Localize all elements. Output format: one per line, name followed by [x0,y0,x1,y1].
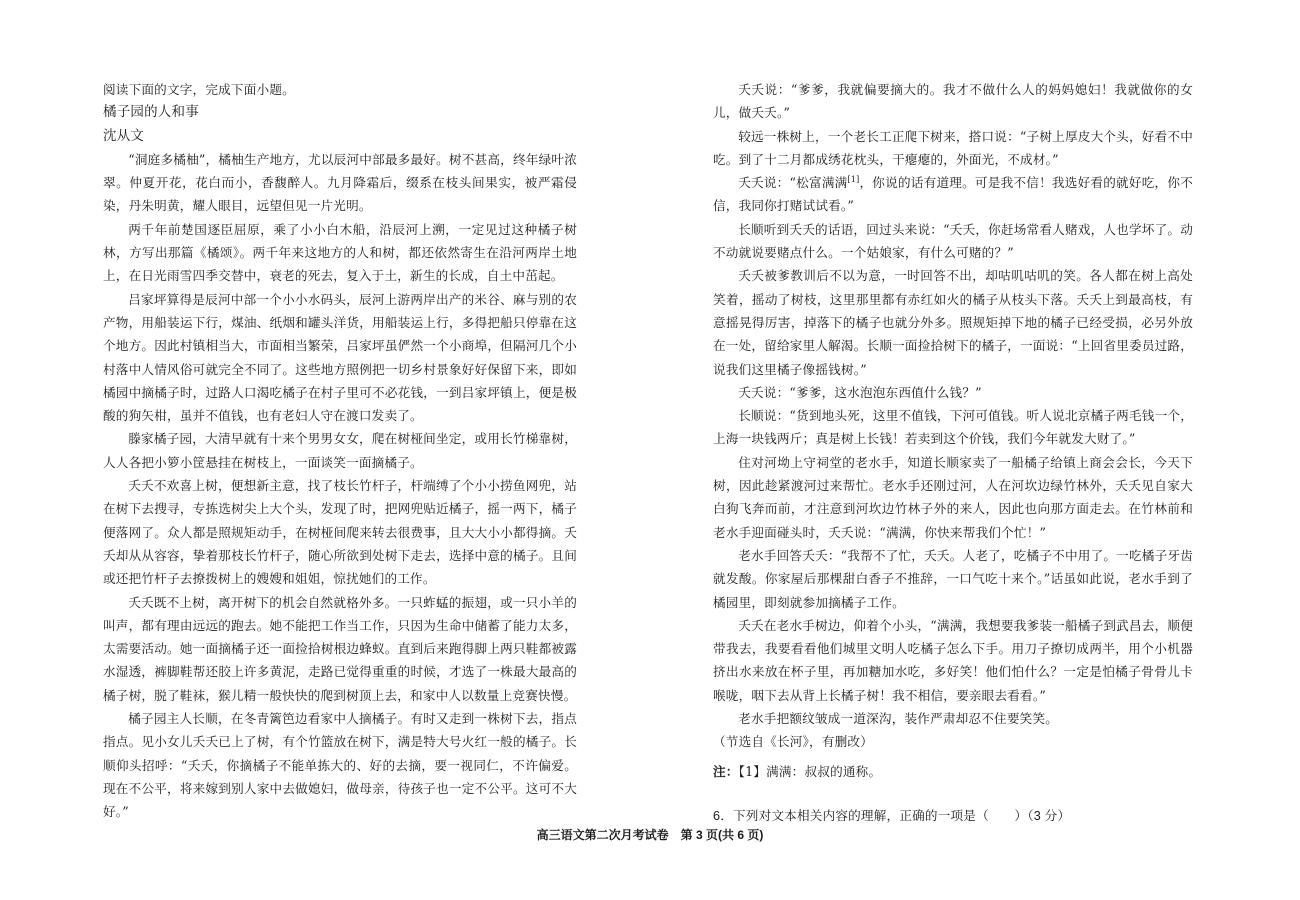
paragraph: 夭夭在老水手树边，仰着个小头，“满满，我想要我爹装一船橘子到武昌去，顺便带我去，我要看看他们城里文明人吃橘子怎么下手。用刀子撩切成两半，用个小机器挤出水来放在杯子里，再加糖加水吃，多好笑！他们怕什么？一定是怕橘子骨骨儿卡喉咙，咽下去从背上长橘子树！我不相信，要亲眼去看看。” [713,617,1193,703]
paragraph: 住对河坳上守祠堂的老水手，知道长顺家卖了一船橘子给镇上商会会长，今天下树，因此趁紧渡河过来帮忙。老水手还刚过河，人在河坎边绿竹林外，夭夭见自家大白狗飞奔而前，才注意到河坎边竹林子外的来人，因此也向那方面走去。在竹林前和老水手迎面碰头时，夭夭说：“满满，你快来帮我们个忙！” [713,454,1193,540]
paragraph: 夭夭被爹教训后不以为意，一时回答不出，却咕叽咕叽的笑。各人都在树上高处笑着，摇动了树枝，这里那里都有赤红如火的橘子从枝头下落。夭夭上到最高枝，有意摇晃得厉害，掉落下的橘子也就分外多。照规矩掉下地的橘子已经受损，必另外放在一处，留给家里人解渴。长顺一面捡拾树下的橘子，一面说：“上回省里委员过路，说我们这里橘子像摇钱树。” [713,268,1194,377]
footnote [713,760,1193,783]
paragraph: 滕家橘子园，大清早就有十来个男男女女，爬在树桠间坐定，或用长竹梯靠树，人人各把小箩小筐悬挂在树枝上，一面谈笑一面摘橘子。 [103,431,577,470]
paragraph: 夭夭说：“爹爹，我就偏要摘大的。我才不做什么人的妈妈媳妇！我就做你的女儿，做夭夭。” [713,82,1193,121]
reading-instruction: 阅读下面的文字，完成下面小题。 [103,82,295,97]
note-text: 【1】满满：叔叔的通称。 [738,763,882,779]
page-footer: 高三语文第二次月考试卷 第 3 页(共 6 页) [536,828,764,842]
note-label: 注： [713,763,739,779]
paragraph-text: ，你说的话有道理。可是我不信！我选好看的就好吃，你不信，我同你打赌试试看。” [713,175,1193,214]
paragraph: 夭夭既不上树，离开树下的机会自然就格外多。一只蚱蜢的振翅，或一只小羊的叫声，都有理由远远的跑去。她不能把工作当工作，只因为生命中储蓄了能力太多，太需要活动。她一面摘橘子还一面捡拾树根边蜂蚁。直到后来跑得脚上两只鞋都被露水湿透，裤脚鞋帮还胶上许多黄泥，走路已觉得重重的时候，才选了一株最大最高的橘子树，脱了鞋袜，猴儿精一般快快的爬到树顶上去，和家中人以数量上竞赛快慢。 [103,594,577,703]
paragraph: 两千年前楚国逐臣屈原，乘了小小白木船，沿辰河上溯，一定见过这种橘子树林，方写出那篇《橘颂》。两千年来这地方的人和树，都还依然寄生在沿河两岸土地上，在日光雨雪四季交替中，衰老的死去，复入于土，新生的长成，自土中茁起。 [103,221,577,284]
paragraph: “洞庭多橘柚”，橘柚生产地方，尤以辰河中部最多最好。树不甚高，终年绿叶浓翠。仲夏开花，花白而小，香馥醉人。九月降霜后，缀系在枝头间果实，被严霜侵染，丹朱明黄，耀人眼目，远望但见一片光明。 [103,151,577,214]
paragraph: 长顺说：“货到地头死，这里不值钱，下河可值钱。听人说北京橘子两毛钱一个，上海一块钱两斤；真是树上长钱！若卖到这个价钱，我们今年就发大财了。” [713,408,1193,447]
footnote-mark: [1] [847,175,860,184]
article-title: 橘子园的人和事 [103,104,199,121]
left-column [103,78,577,824]
paragraph: 长顺听到夭夭的话语，回过头来说：“夭夭，你赶场常看人赌戏，人也学坏了。动不动就说要赌点什么。一个姑娘家，有什么可赌的？” [713,221,1193,261]
paragraph: 夭夭不欢喜上树，便想新主意，找了枝长竹杆子，杆端缚了个小小捞鱼网兜，站在树下去搜寻，专拣选树尖上大个头，发现了时，把网兜贴近橘子，摇一两下，橘子便落网了。众人都是照规矩动手，在树桠间爬来转去很费事，且大大小小都得摘。夭夭却从从容容，挚着那枝长竹杆子，随心所欲到处树下走去，选择中意的橘子。且间或还把竹杆子去撩拨树上的嫂嫂和姐姐，惊扰她们的工作。 [103,478,577,587]
paragraph: 橘子园主人长顺，在冬青篱笆边看家中人摘橘子。有时又走到一株树下去，指点指点。见小女儿夭夭已上了树，有个竹篮放在树下，满是特大号火红一般的橘子。长顺仰头招呼：“夭夭，你摘橘子不能单拣大的、好的去摘，要一视同仁，不许偏爱。现在不公平，将来嫁到别人家中去做媳妇，做母亲，待孩子也一定不公平。这可不大好。” [103,711,577,820]
source-citation: （节选自《长河》，有删改） [713,734,874,750]
right-column [713,78,1193,828]
paragraph: 较远一株树上，一个老长工正爬下树来，搭口说：“子树上厚皮大个头，好看不中吃。到了十二月都成绣花枕头，干瘪瘪的，外面光，不成材。” [713,128,1193,167]
paragraph-text: 夭夭说：“松富满满 [738,175,848,191]
question-6: 6．下列对文本相关内容的理解，正确的一项是（ ）（3 分） [713,808,1071,823]
paragraph: 老水手把额纹皱成一道深沟，装作严肃却忍不住要笑笑。 [738,711,1059,727]
paragraph: 老水手回答夭夭：“我帮不了忙，夭夭。人老了，吃橘子不中用了。一吃橘子牙齿就发酸。你家屋后那棵甜白香子不推辞，一口气吃十来个。”话虽如此说，老水手到了橘园里，即刻就参加摘橘子工作。 [713,547,1193,610]
paragraph: 吕家坪算得是辰河中部一个小小水码头，辰河上游两岸出产的米谷、麻与别的农产物，用船装运下行，煤油、纸烟和罐头洋货，用船装运上行，多得把船只停靠在这个地方。因此村镇相当大，市面相当繁荣，吕家坪虽俨然一个小商埠，但隔河几个小村落中人情风俗可就完全不同了。这些地方照例把一切乡村景象好好保留下来，即如橘园中摘橘子时，过路人口渴吃橘子在村子里可不必花钱，一到吕家坪镇上，便是极酸的狗矢柑，虽并不值钱，也有老妇人守在渡口发卖了。 [103,291,577,424]
article-author: 沈从文 [103,127,145,144]
paragraph-with-footnote [713,171,1193,218]
paragraph: 夭夭说：“爹爹，这水泡泡东西值什么钱？” [738,384,982,400]
